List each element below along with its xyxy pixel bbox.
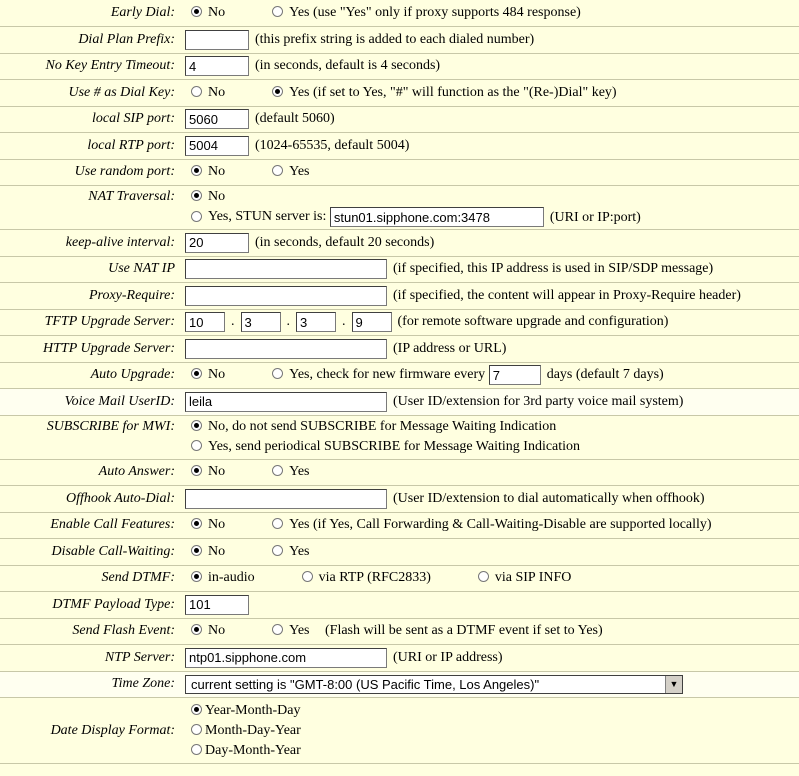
time-zone-selected: current setting is "GMT-8:00 (US Pacific Time, Los Angeles)" [191, 676, 540, 692]
dial-plan-prefix-label: Dial Plan Prefix: [0, 27, 181, 54]
row-local-sip-port [0, 106, 799, 133]
hash-dial-key-no-label: No [208, 84, 226, 100]
row-local-rtp-port [0, 133, 799, 160]
dtmf-audio-radio[interactable] [191, 571, 202, 582]
nat-traversal-stun-radio[interactable] [191, 211, 202, 222]
early-dial-yes-label: Yes (use "Yes" only if proxy supports 484 response) [289, 5, 581, 20]
subscribe-mwi-label: SUBSCRIBE for MWI: [0, 415, 181, 459]
early-dial-label: Early Dial: [0, 0, 181, 27]
upgrade-days-hint: days (default 7 days) [546, 367, 664, 383]
ntp-server-hint: (URI or IP address) [393, 649, 503, 665]
stun-server-hint: (URI or IP:port) [549, 209, 641, 225]
early-dial-no-label: No [208, 5, 226, 20]
row-use-nat-ip [0, 256, 799, 283]
row-nat-traversal [0, 186, 799, 230]
local-sip-port-label: local SIP port: [0, 106, 181, 133]
date-ymd-label: Year-Month-Day [205, 702, 301, 718]
ntp-server-label: NTP Server: [0, 645, 181, 672]
voice-mail-hint: (User ID/extension for 3rd party voice mail system) [393, 393, 684, 409]
random-port-yes-radio[interactable] [272, 165, 283, 176]
auto-answer-no-label: No [208, 464, 226, 480]
local-rtp-port-label: local RTP port: [0, 133, 181, 160]
auto-upgrade-yes-label: Yes, check for new firmware every [289, 367, 486, 383]
disable-cw-yes-label: Yes [289, 543, 310, 559]
ntp-server-input[interactable] [185, 648, 387, 668]
date-ymd-radio[interactable] [191, 704, 202, 715]
disable-cw-yes-radio[interactable] [272, 545, 283, 556]
date-dmy-radio[interactable] [191, 744, 202, 755]
row-subscribe-mwi [0, 415, 799, 459]
dial-plan-prefix-input[interactable] [185, 30, 249, 50]
keep-alive-label: keep-alive interval: [0, 230, 181, 257]
mwi-yes-label: Yes, send periodical SUBSCRIBE for Message Waiting Indication [208, 439, 581, 454]
row-no-key-timeout [0, 53, 799, 80]
random-port-yes-label: Yes [289, 164, 310, 180]
flash-event-hint: (Flash will be sent as a DTMF event if set to Yes) [325, 623, 603, 639]
local-sip-port-input[interactable] [185, 109, 249, 129]
proxy-require-hint: (if specified, the content will appear in Proxy-Require header) [393, 287, 741, 303]
row-disable-cw [0, 539, 799, 566]
tftp-dot-2: . [286, 314, 290, 330]
row-early-dial [0, 0, 799, 27]
row-http-server [0, 336, 799, 363]
disable-cw-label: Disable Call-Waiting: [0, 539, 181, 566]
row-ntp-server [0, 645, 799, 672]
tftp-server-label: TFTP Upgrade Server: [0, 309, 181, 336]
disable-cw-no-label: No [208, 543, 226, 559]
tftp-server-hint: (for remote software upgrade and configuration) [397, 314, 669, 330]
http-server-label: HTTP Upgrade Server: [0, 336, 181, 363]
mwi-no-radio[interactable] [191, 420, 202, 431]
mwi-no-label: No, do not send SUBSCRIBE for Message Waiting Indication [208, 419, 557, 434]
auto-answer-yes-label: Yes [289, 464, 310, 480]
tftp-octet-4-input[interactable] [352, 312, 392, 332]
keep-alive-input[interactable] [185, 233, 249, 253]
call-features-yes-radio[interactable] [272, 518, 283, 529]
send-dtmf-label: Send DTMF: [0, 565, 181, 592]
auto-answer-yes-radio[interactable] [272, 465, 283, 476]
voice-mail-label: Voice Mail UserID: [0, 389, 181, 416]
date-format-label: Date Display Format: [0, 698, 181, 764]
row-call-features [0, 512, 799, 539]
row-hash-dial-key [0, 80, 799, 107]
nat-traversal-label: NAT Traversal: [0, 186, 181, 230]
no-key-timeout-input[interactable] [185, 56, 249, 76]
flash-no-radio[interactable] [191, 624, 202, 635]
tftp-octet-1-input[interactable] [185, 312, 225, 332]
random-port-label: Use random port: [0, 159, 181, 186]
dtmf-sip-label: via SIP INFO [494, 570, 572, 586]
call-features-label: Enable Call Features: [0, 512, 181, 539]
auto-answer-no-radio[interactable] [191, 465, 202, 476]
hash-dial-key-label: Use # as Dial Key: [0, 80, 181, 107]
local-rtp-port-input[interactable] [185, 136, 249, 156]
offhook-dial-hint: (User ID/extension to dial automatically when offhook) [393, 490, 705, 506]
auto-upgrade-yes-radio[interactable] [272, 368, 283, 379]
row-date-format [0, 698, 799, 764]
dial-plan-prefix-hint: (this prefix string is added to each dialed number) [255, 31, 535, 47]
row-tftp-server [0, 309, 799, 336]
hash-dial-key-no-radio[interactable] [191, 86, 202, 97]
row-auto-upgrade [0, 362, 799, 389]
tftp-octet-2-input[interactable] [241, 312, 281, 332]
date-dmy-label: Day-Month-Year [205, 742, 301, 758]
nat-traversal-no-label: No [208, 189, 226, 205]
tftp-dot-3: . [342, 314, 346, 330]
auto-answer-label: Auto Answer: [0, 459, 181, 486]
time-zone-label: Time Zone: [0, 671, 181, 698]
row-auto-answer [0, 459, 799, 486]
auto-upgrade-no-label: No [208, 367, 226, 383]
use-nat-ip-hint: (if specified, this IP address is used in SIP/SDP message) [393, 261, 714, 277]
row-voice-mail [0, 389, 799, 416]
tftp-octet-3-input[interactable] [296, 312, 336, 332]
dtmf-audio-label: in-audio [208, 570, 255, 586]
nat-traversal-no-radio[interactable] [191, 190, 202, 201]
flash-yes-label: Yes [289, 623, 310, 639]
offhook-dial-label: Offhook Auto-Dial: [0, 486, 181, 513]
tftp-dot-1: . [231, 314, 235, 330]
keep-alive-hint: (in seconds, default 20 seconds) [255, 234, 435, 250]
proxy-require-label: Proxy-Require: [0, 283, 181, 310]
dtmf-payload-input[interactable] [185, 595, 249, 615]
dtmf-rtp-radio[interactable] [302, 571, 313, 582]
auto-upgrade-label: Auto Upgrade: [0, 362, 181, 389]
dtmf-sip-radio[interactable] [478, 571, 489, 582]
hash-dial-key-yes-label: Yes (if set to Yes, "#" will function as the "(Re-)Dial" key) [289, 84, 617, 100]
row-flash-event [0, 618, 799, 645]
call-features-no-radio[interactable] [191, 518, 202, 529]
http-server-input[interactable] [185, 339, 387, 359]
http-server-hint: (IP address or URL) [393, 340, 507, 356]
auto-upgrade-no-radio[interactable] [191, 368, 202, 379]
call-features-yes-label: Yes (if Yes, Call Forwarding & Call-Waiting-Disable are supported locally) [289, 517, 712, 533]
chevron-down-icon[interactable]: ▼ [665, 676, 682, 693]
early-dial-no-radio[interactable] [191, 6, 202, 17]
offhook-dial-input[interactable] [185, 489, 387, 509]
flash-no-label: No [208, 623, 226, 639]
flash-yes-radio[interactable] [272, 624, 283, 635]
row-dtmf-payload [0, 592, 799, 619]
date-mdy-radio[interactable] [191, 724, 202, 735]
random-port-no-radio[interactable] [191, 165, 202, 176]
no-key-timeout-hint: (in seconds, default is 4 seconds) [255, 58, 441, 74]
voice-mail-input[interactable] [185, 392, 387, 412]
local-sip-port-hint: (default 5060) [255, 111, 335, 127]
row-send-dtmf [0, 565, 799, 592]
proxy-require-input[interactable] [185, 286, 387, 306]
random-port-no-label: No [208, 164, 226, 180]
dtmf-rtp-label: via RTP (RFC2833) [318, 570, 431, 586]
flash-event-label: Send Flash Event: [0, 618, 181, 645]
row-offhook-dial [0, 486, 799, 513]
time-zone-select[interactable] [185, 675, 683, 694]
row-keep-alive [0, 230, 799, 257]
nat-traversal-stun-label: Yes, STUN server is: [208, 209, 327, 225]
mwi-yes-radio[interactable] [191, 440, 202, 451]
row-dial-plan-prefix [0, 27, 799, 54]
disable-cw-no-radio[interactable] [191, 545, 202, 556]
no-key-timeout-label: No Key Entry Timeout: [0, 53, 181, 80]
early-dial-yes-radio[interactable] [272, 6, 283, 17]
stun-server-input[interactable] [330, 207, 544, 227]
date-mdy-label: Month-Day-Year [205, 722, 301, 738]
hash-dial-key-yes-radio[interactable] [272, 86, 283, 97]
row-proxy-require [0, 283, 799, 310]
row-time-zone [0, 671, 799, 698]
upgrade-days-input[interactable] [489, 365, 541, 385]
use-nat-ip-label: Use NAT IP [0, 256, 181, 283]
use-nat-ip-input[interactable] [185, 259, 387, 279]
row-random-port [0, 159, 799, 186]
local-rtp-port-hint: (1024-65535, default 5004) [255, 137, 410, 153]
dtmf-payload-label: DTMF Payload Type: [0, 592, 181, 619]
call-features-no-label: No [208, 517, 226, 533]
